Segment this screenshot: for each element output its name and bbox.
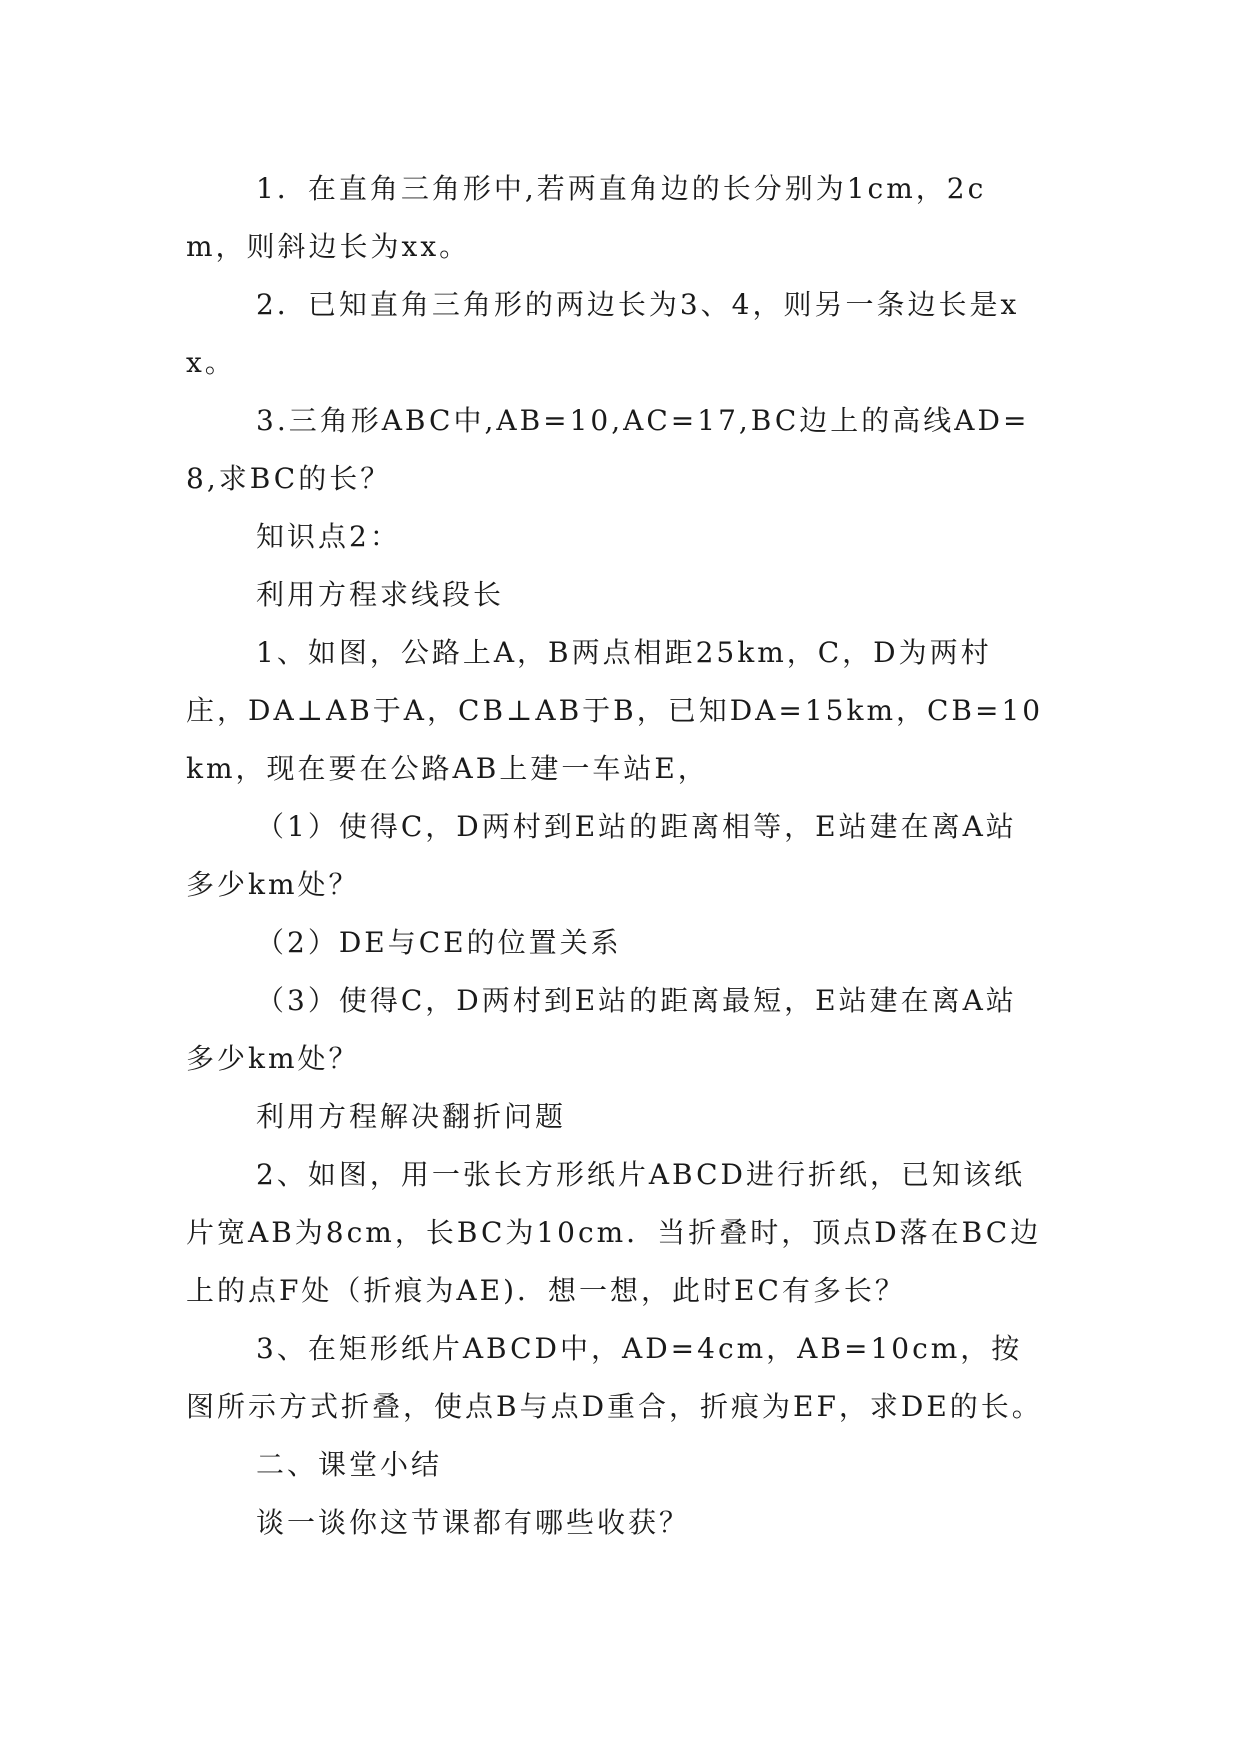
exercise-3: 3.三角形ABC中,AB=10,AC=17,BC边上的高线AD=8,求BC的长？ [186, 404, 1030, 495]
summary-question: 谈一谈你这节课都有哪些收获？ [256, 1506, 691, 1539]
problem-3: 3、在矩形纸片ABCD中，AD=4cm，AB=10cm，按图所示方式折叠，使点B与点D重合，折痕为EF，求DE的长。 [186, 1332, 1043, 1423]
section-heading-knowledge-point-2: 知识点2： [256, 520, 401, 553]
problem-1-part-1: （1）使得C，D两村到E站的距离相等，E站建在离A站多少km处？ [186, 810, 1017, 901]
problem-2: 2、如图，用一张长方形纸片ABCD进行折纸，已知该纸片宽AB为8cm，长BC为10cm．当折叠时，顶点D落在BC边上的点F处（折痕为AE)．想一想，此时EC有多长？ [186, 1158, 1042, 1307]
subheading-folding-problems: 利用方程解决翻折问题 [256, 1100, 567, 1133]
problem-1-part-2: （2）DE与CE的位置关系 [256, 926, 622, 959]
exercise-1: 1．在直角三角形中,若两直角边的长分别为1cm，2cm，则斜边长为xx。 [186, 172, 987, 263]
exercise-2: 2．已知直角三角形的两边长为3、4，则另一条边长是xx。 [186, 288, 1020, 379]
subheading-equation-segment-length: 利用方程求线段长 [256, 578, 505, 611]
problem-1: 1、如图，公路上A，B两点相距25km，C，D为两村庄，DA⊥AB于A，CB⊥AB于B，已知DA=15km，CB=10km，现在要在公路AB上建一车站E， [186, 636, 1044, 785]
document-body [186, 160, 1046, 1552]
section-heading-class-summary: 二、课堂小结 [256, 1448, 443, 1481]
problem-1-part-3: （3）使得C，D两村到E站的距离最短，E站建在离A站多少km处？ [186, 984, 1017, 1075]
